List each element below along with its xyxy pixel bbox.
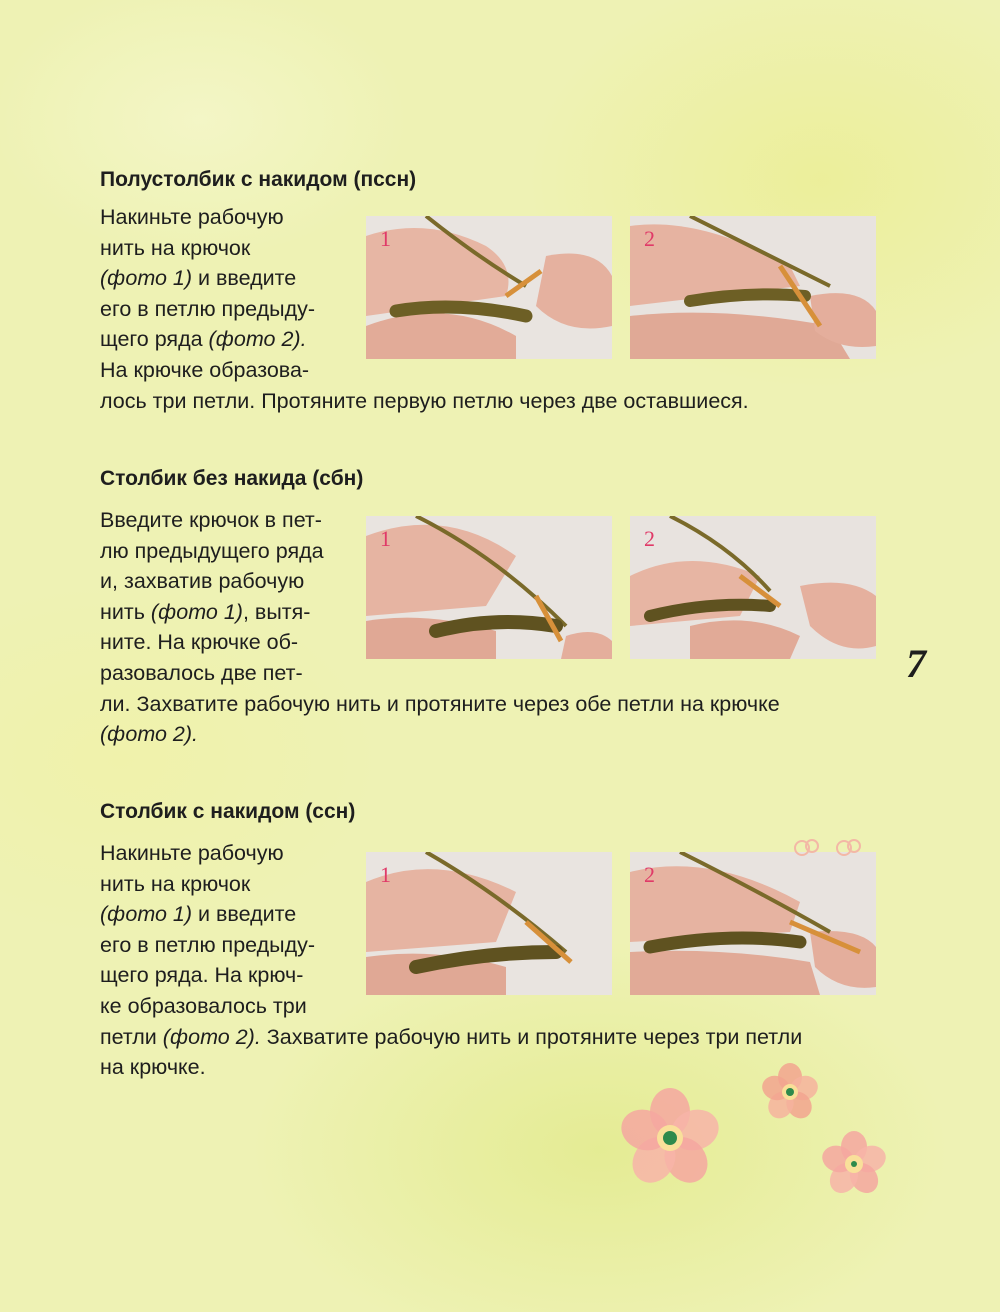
text-line: (фото 1) и введите bbox=[100, 266, 297, 291]
text-line: его в петлю предыду- bbox=[100, 296, 316, 321]
flower-large bbox=[620, 1088, 724, 1191]
section-heading: Столбик с накидом (ссн) bbox=[100, 800, 356, 823]
photo-number: 2 bbox=[644, 226, 655, 251]
section-heading: Полустолбик с накидом (пссн) bbox=[100, 168, 417, 191]
photo-reference: (фото 1) bbox=[100, 902, 193, 927]
text-line: Введите крючок в пет- bbox=[100, 508, 322, 532]
photo-reference: (фото 2). bbox=[162, 1024, 261, 1049]
page-number: 7 bbox=[906, 641, 926, 686]
text-line bbox=[100, 719, 780, 750]
crochet-hands-image bbox=[630, 852, 876, 995]
decorative-flower-edge bbox=[790, 836, 870, 856]
flower-small bbox=[759, 1063, 821, 1123]
photo-number: 2 bbox=[644, 862, 655, 887]
text-line: щего ряда (фото 2). bbox=[100, 327, 307, 352]
photo-number: 2 bbox=[644, 526, 655, 551]
crochet-hands-image bbox=[366, 216, 612, 359]
crochet-hands-image bbox=[366, 852, 612, 995]
photo-2 bbox=[630, 852, 876, 995]
crochet-hands-image bbox=[630, 516, 876, 659]
photo-number: 1 bbox=[380, 526, 391, 551]
text-line: Накиньте рабочую bbox=[100, 205, 284, 229]
photo-number: 1 bbox=[380, 862, 391, 887]
text-line: лось три петли. Протяните первую петлю через две оставшиеся. bbox=[100, 388, 749, 413]
photo-1 bbox=[366, 852, 612, 995]
text-line: на крючке. bbox=[100, 1055, 206, 1080]
text-line: Накиньте рабочую bbox=[100, 841, 284, 865]
photo-2 bbox=[630, 516, 876, 659]
text-line: (фото 1) и введите bbox=[100, 902, 297, 927]
photo-reference: (фото 1) bbox=[100, 266, 193, 291]
text-line: разовалось две пет- bbox=[100, 660, 303, 685]
photo-1 bbox=[366, 216, 612, 359]
photo-number: 1 bbox=[380, 226, 391, 251]
photo-reference: (фото 1) bbox=[150, 599, 243, 624]
text-line: и, захватив рабочую bbox=[100, 569, 305, 594]
text-line: ните. На крючке об- bbox=[100, 630, 299, 655]
section-heading: Столбик без накида (сбн) bbox=[100, 467, 364, 490]
text-line: На крючке образова- bbox=[100, 357, 310, 382]
text-line: его в петлю предыду- bbox=[100, 932, 316, 957]
text-line: щего ряда. На крюч- bbox=[100, 963, 304, 988]
photo-2 bbox=[630, 216, 876, 359]
flower-medium bbox=[819, 1131, 889, 1199]
crochet-hands-image bbox=[366, 516, 612, 659]
text-line: ли. Захватите рабочую нить и протяните через обе петли на крючке bbox=[100, 691, 780, 716]
text-line: нить на крючок bbox=[100, 235, 251, 260]
text-line: нить (фото 1), вытя- bbox=[100, 599, 311, 624]
photo-reference: (фото 2). bbox=[208, 327, 307, 352]
flower-illustration bbox=[620, 1060, 980, 1220]
text-line: петли (фото 2). Захватите рабочую нить и протяните через три петли bbox=[100, 1024, 803, 1049]
text-line: ке образовалось три bbox=[100, 993, 307, 1018]
crochet-hands-image bbox=[630, 216, 876, 359]
text-line: лю предыдущего ряда bbox=[100, 538, 324, 563]
photo-1 bbox=[366, 516, 612, 659]
text-line: нить на крючок bbox=[100, 871, 251, 896]
photo-reference: (фото 2). bbox=[100, 722, 199, 747]
